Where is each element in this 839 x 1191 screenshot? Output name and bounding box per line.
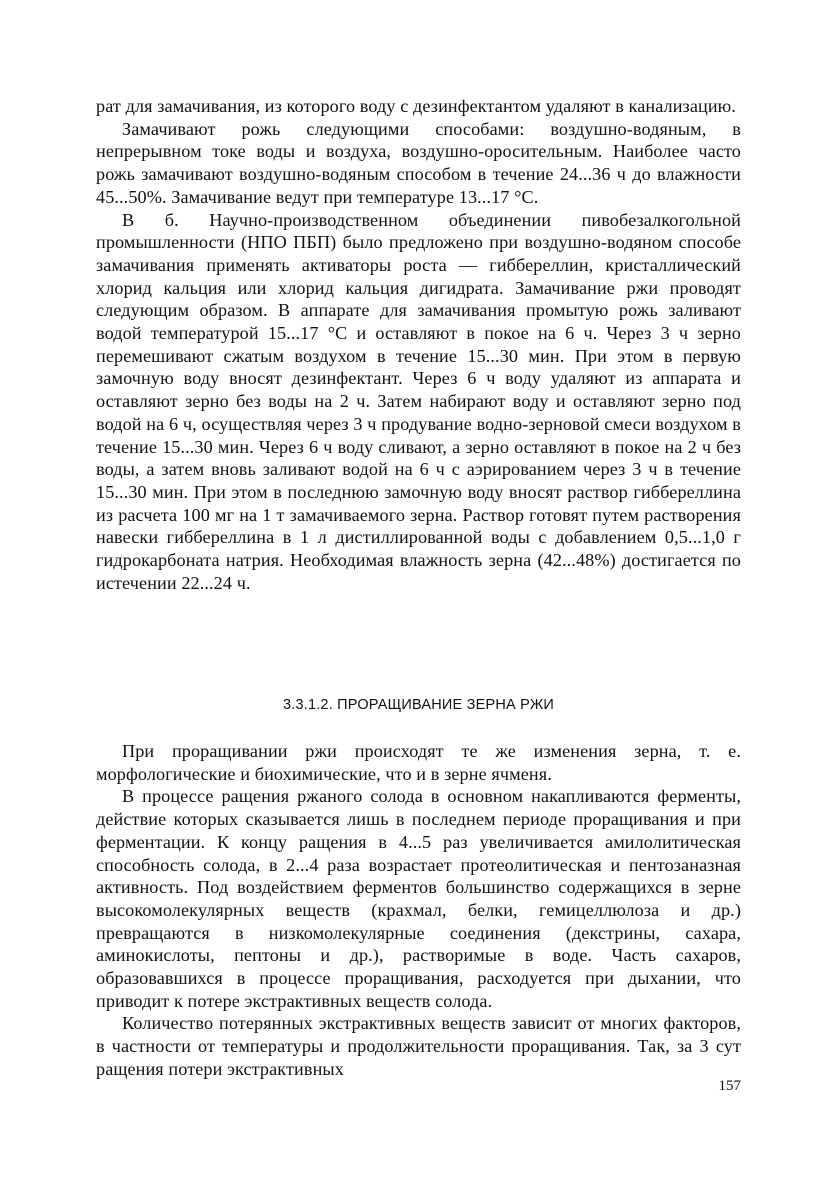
paragraph: рат для замачивания, из которого воду с дезинфектантом удаляют в канализацию.: [96, 96, 737, 116]
text-block-upper: [96, 95, 741, 594]
paragraph: При проращивании ржи происходят те же изменения зерна, т. е. морфологические и биохимические, что и в зерне ячменя.: [96, 741, 741, 784]
paragraph: В б. Научно-производственном объединении пивобезалкогольной промышленности (НПО ПБП) было предложено при воздушно-водяном способе замачивания применять активаторы роста — гиббереллин, кристаллический хлорид кальция или хлорид кальция дигидрата. Замачивание ржи проводят следующим образом. В аппарате для замачивания промытую рожь заливают водой температурой 15...17 °С и оставляют в покое на 6 ч. Через 3 ч зерно перемешивают сжатым воздухом в течение 15...30 мин. При этом в первую замочную воду вносят дезинфектант. Через 6 ч воду удаляют из аппарата и оставляют зерно без воды на 2 ч. Затем набирают воду и оставляют зерно под водой на 6 ч, осуществляя через 3 ч продувание водно-зерновой смеси воздухом в течение 15...30 мин. Через 6 ч воду сливают, а зерно оставляют в покое на 2 ч без воды, а затем вновь заливают водой на 6 ч с аэрированием через 3 ч в течение 15...30 мин. При этом в последнюю замочную воду вносят раствор гиббереллина из расчета 100 мг на 1 т замачиваемого зерна. Раствор готовят путем растворения навески гиббереллина в 1 л дистиллированной воды с добавлением 0,5...1,0 г гидрокарбоната натрия. Необходимая влажность зерна (42...48%) достигается по истечении 22...24 ч.: [96, 209, 741, 593]
page-number: 157: [718, 1078, 741, 1094]
paragraph: Количество потерянных экстрактивных веществ зависит от многих факторов, в частности от температуры и продолжительности проращивания. Так, за 3 сут ращения потери экстрактивных: [96, 1013, 741, 1079]
text-block-lower: [96, 740, 741, 1081]
paragraph: Замачивают рожь следующими способами: воздушно-водяным, в непрерывном токе воды и воздуха, воздушно-оросительным. Наиболее часто рожь замачивают воздушно-водяным способом в течение 24...36 ч до влажности 45...50%. Замачивание ведут при температуре 13...17 °С.: [96, 118, 741, 207]
paragraph: В процессе ращения ржаного солода в основном накапливаются ферменты, действие которых сказывается лишь в последнем периоде проращивания и при ферментации. К концу ращения в 4...5 раз увеличивается амилолитическая способность солода, в 2...4 раза возрастает протеолитическая и пентозаназная активность. Под воздействием ферментов большинство содержащихся в зерне высокомолекулярных веществ (крахмал, белки, гемицеллюлоза и др.) превращаются в низкомолекулярные соединения (декстрины, сахара, аминокислоты, пептоны и др.), растворимые в воде. Часть сахаров, образовавшихся в процессе проращивания, расходуется при дыхании, что приводит к потере экстрактивных веществ солода.: [96, 786, 741, 1011]
section-heading: 3.3.1.2. ПРОРАЩИВАНИЕ ЗЕРНА РЖИ: [282, 697, 555, 713]
